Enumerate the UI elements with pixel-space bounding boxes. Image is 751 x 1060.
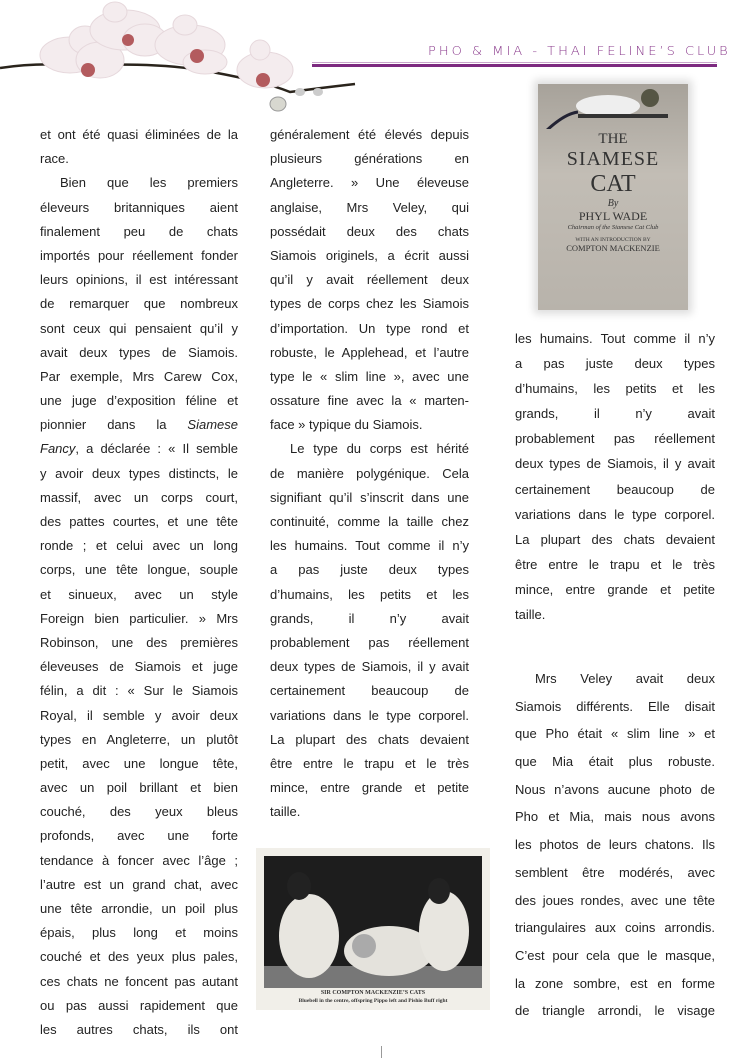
text-line — [515, 351, 715, 376]
text-line — [40, 607, 238, 631]
text-line — [40, 728, 238, 752]
line-text: épais, plus long et moins — [40, 925, 238, 941]
photo-caption-title: SIR COMPTON MACKENZIE’S CATS — [320, 990, 426, 996]
line-text: l’autre est un grand chat, avec — [40, 876, 238, 892]
text-line — [515, 527, 715, 552]
line-text: deux types de Siamois, il y avait — [515, 456, 715, 472]
italic-text: Siamese — [187, 417, 238, 433]
line-text: certainement beaucoup de — [270, 683, 469, 699]
line-text: type le « slim line », avec une — [270, 368, 469, 384]
text-line — [270, 510, 469, 534]
text-line — [515, 803, 715, 831]
line-text: Bien que les premiers — [60, 175, 238, 191]
text-line — [515, 693, 715, 721]
line-text: une juge d’exposition féline et — [40, 393, 238, 409]
line-text: finalement peu de chats — [40, 223, 238, 239]
text-line — [270, 317, 469, 341]
header-rule-light — [312, 62, 717, 63]
text-line — [270, 462, 469, 486]
book-intro: WITH AN INTRODUCTION BY — [575, 237, 651, 243]
line-text: généralement été élevés depuis — [270, 127, 469, 142]
text-line — [40, 534, 238, 558]
line-text: robuste, le Applehead, et l’autre — [270, 344, 469, 360]
line-text: couché et des yeux plus pales, — [40, 949, 238, 965]
text-line — [40, 486, 238, 510]
text-line — [270, 607, 469, 631]
text-line — [270, 292, 469, 316]
text-line — [40, 897, 238, 921]
cats-photo-image — [264, 856, 482, 988]
text-line — [40, 413, 238, 437]
line-text: que Pho était « slim line » et — [515, 726, 715, 742]
header-title: PHO & MIA - THAI FELINE’S CLUB — [428, 44, 731, 59]
text-line — [40, 123, 238, 147]
line-text: pionnier dans la — [40, 417, 188, 433]
book-intro-author: COMPTON MACKENZIE — [566, 243, 660, 253]
text-line — [515, 914, 715, 942]
text-line — [515, 326, 715, 351]
line-text: probablement pas réellement — [515, 431, 715, 447]
italic-text: Fancy — [40, 441, 76, 457]
line-text: mince, entre grande et petite — [270, 780, 469, 796]
line-text: continuité, comme la taille chez — [270, 514, 469, 529]
text-line — [40, 244, 238, 268]
line-text: tendance à foncer avec l’âge ; — [40, 852, 238, 868]
text-column-3-paragraph-2 — [515, 665, 715, 1025]
text-line — [40, 873, 238, 897]
line-text: Mrs Veley avait deux — [535, 671, 715, 686]
page-marker — [381, 1046, 382, 1058]
line-text: et sinueux, avec un style — [40, 586, 238, 602]
text-line — [40, 462, 238, 486]
line-text: types en Angleterre, un plutôt — [40, 731, 238, 747]
text-column-1 — [40, 123, 238, 1042]
text-line — [40, 558, 238, 582]
header-rule — [312, 64, 717, 67]
line-text: a pas juste deux types — [270, 562, 469, 578]
line-text: grands, il n’y avait — [515, 406, 715, 422]
line-text: massif, avec un corps court, — [40, 489, 238, 505]
text-line — [270, 268, 469, 292]
line-text: possédait deux des chats — [270, 223, 469, 239]
line-text: anglaise, Mrs Veley, qui — [270, 199, 469, 215]
line-text: de manière polygénique. Cela — [270, 465, 469, 481]
line-text: taille. — [270, 804, 301, 820]
line-text: Foreign bien particulier. » Mrs — [40, 610, 238, 626]
line-text: La plupart des chats devaient — [515, 531, 715, 547]
line-text: taille. — [515, 607, 546, 623]
text-line — [515, 776, 715, 804]
text-line — [270, 558, 469, 582]
line-text: certainement beaucoup de — [515, 481, 715, 497]
line-text: y avoir deux types distincts, le — [40, 465, 238, 481]
line-text: La plupart des chats devaient — [270, 731, 469, 747]
line-text: les photos de leurs chatons. Ils — [515, 837, 715, 853]
line-text: Pho et Mia, mais nous avons — [515, 809, 715, 825]
line-text: une tête arrondie, un poil plus — [40, 901, 238, 916]
book-title-line1: THE — [598, 131, 628, 147]
line-text: Siamois originels, a écrit aussi — [270, 247, 469, 263]
line-text: Par exemple, Mrs Carew Cox, — [40, 368, 238, 384]
line-text: types de corps chez les Siamois — [270, 296, 469, 312]
line-text: triangulaires aux coins arrondis. — [515, 920, 715, 936]
line-text: a pas juste deux types — [515, 356, 715, 372]
line-text: les humains. Tout comme il n’y — [515, 331, 715, 346]
line-text: leurs opinions, il est intéressant — [40, 272, 238, 288]
text-line — [515, 602, 715, 627]
line-text: d’humains, les petits et les — [515, 381, 715, 397]
line-text: et ont été quasi éliminées de la — [40, 127, 238, 142]
line-text: face » typique du Siamois. — [270, 417, 423, 433]
line-text: d’importation. Un type rond et — [270, 320, 469, 336]
line-text: les autres chats, ils ont — [40, 1021, 238, 1037]
book-title-line2: SIAMESE — [566, 148, 660, 170]
text-line — [40, 994, 238, 1018]
text-line — [270, 704, 469, 728]
line-text: des pattes courtes, et une tête — [40, 514, 238, 529]
line-text: ronde ; et celui avec un long — [40, 538, 238, 554]
line-text: deux types de Siamois, il y avait — [270, 659, 469, 675]
text-column-2 — [270, 123, 469, 824]
line-text: couché, des yeux bleus — [40, 804, 238, 820]
text-line — [515, 859, 715, 887]
text-line — [515, 831, 715, 859]
text-line — [40, 970, 238, 994]
text-line — [40, 268, 238, 292]
text-line — [40, 341, 238, 365]
line-text: semblent être modérés, avec — [515, 864, 715, 880]
line-text: Robinson, une des premières — [40, 634, 238, 650]
text-line — [40, 921, 238, 945]
line-text: Le type du corps est hérité — [290, 441, 469, 457]
text-line — [515, 401, 715, 426]
text-line — [270, 728, 469, 752]
text-line — [40, 365, 238, 389]
text-line — [515, 748, 715, 776]
text-line — [515, 426, 715, 451]
line-text: être entre le trapu et le très — [515, 556, 715, 572]
text-line — [515, 970, 715, 998]
line-text: ou pas aussi rapidement que — [40, 997, 238, 1013]
text-line — [515, 477, 715, 502]
line-text: des joues rondes, avec une tête — [515, 892, 715, 908]
text-line — [40, 583, 238, 607]
line-text: plusieurs générations en — [270, 151, 469, 167]
text-line — [270, 147, 469, 171]
line-text: la zone sombre, est en forme — [515, 975, 715, 991]
text-line — [40, 800, 238, 824]
book-author: PHYL WADE — [578, 209, 648, 223]
line-text: C’est pour cela que le masque, — [515, 947, 715, 963]
line-text: de triangle arrondi, le visage — [515, 1003, 715, 1019]
text-line — [40, 679, 238, 703]
text-line — [40, 945, 238, 969]
text-line — [40, 147, 238, 171]
text-line — [40, 292, 238, 316]
line-text: avec un poil brillant et bien — [40, 780, 238, 796]
text-column-3-paragraph-1 — [515, 326, 715, 627]
text-line — [40, 704, 238, 728]
line-text: signifiant qu’il s’inscrit dans une — [270, 489, 469, 505]
line-text: , a déclarée : « Il semble — [75, 441, 238, 457]
text-line — [270, 583, 469, 607]
text-line — [40, 849, 238, 873]
text-line — [270, 220, 469, 244]
line-text: importés pour réellement fonder — [40, 247, 238, 263]
photo-caption-text: Bluebell in the centre, offspring Pippo left and Pishio Buff right — [298, 998, 448, 1004]
text-line — [270, 365, 469, 389]
text-line — [40, 631, 238, 655]
text-line — [515, 997, 715, 1025]
line-text: les humains. Tout comme il n’y — [270, 538, 469, 554]
book-title-line3: CAT — [590, 171, 636, 197]
line-text: Royal, il semble y avoir deux — [40, 707, 238, 723]
text-line — [40, 655, 238, 679]
line-text: ossature fine avec la « marten- — [270, 393, 469, 409]
line-text: ces chats ne foncent pas autant — [40, 973, 238, 989]
text-line — [270, 655, 469, 679]
text-line — [270, 800, 469, 824]
line-text: avait deux types de Siamois. — [40, 344, 238, 360]
line-text: Angleterre. » Une éleveuse — [270, 175, 469, 191]
text-line — [270, 123, 469, 147]
text-line — [515, 502, 715, 527]
line-text: variations dans le type corporel. — [515, 506, 715, 522]
cat-illustration — [538, 84, 688, 129]
text-line — [270, 776, 469, 800]
line-text: de remarquer que nombreux — [40, 296, 238, 312]
line-text: mince, entre grande et petite — [515, 581, 715, 597]
text-line — [40, 776, 238, 800]
text-line — [40, 752, 238, 776]
text-line — [270, 679, 469, 703]
text-line — [515, 376, 715, 401]
line-text: Nous n’avons aucune photo de — [515, 781, 715, 797]
text-line — [515, 552, 715, 577]
text-line — [40, 317, 238, 341]
text-line — [515, 577, 715, 602]
book-cover-image — [538, 84, 688, 310]
text-line — [270, 389, 469, 413]
text-line — [270, 631, 469, 655]
line-text: profonds, avec une forte — [40, 828, 238, 844]
orchid-branch-decoration — [0, 0, 360, 115]
text-line — [270, 196, 469, 220]
line-text: que Mia était plus robuste. — [515, 754, 715, 770]
line-text: être entre le trapu et le très — [270, 755, 469, 771]
line-text: probablement pas réellement — [270, 634, 469, 650]
text-line — [40, 389, 238, 413]
line-text: éleveuses de Siamois et juge — [40, 659, 238, 675]
book-author-role: Chairman of the Siamese Cat Club — [567, 224, 659, 231]
line-text: d’humains, les petits et les — [270, 586, 469, 602]
text-line — [515, 451, 715, 476]
line-text: variations dans le type corporel. — [270, 707, 469, 723]
line-text: félin, a dit : « Sur le Siamois — [40, 683, 238, 699]
text-line — [270, 244, 469, 268]
text-line — [40, 510, 238, 534]
text-line — [40, 196, 238, 220]
text-line — [270, 534, 469, 558]
text-line — [515, 665, 715, 693]
line-text: race. — [40, 151, 69, 167]
line-text: éleveurs britanniques aient — [40, 199, 238, 215]
line-text: Siamois différents. Elle disait — [515, 698, 715, 714]
line-text: grands, il n’y avait — [270, 610, 469, 626]
line-text: qu’il y avait réellement deux — [270, 272, 469, 288]
text-line — [270, 413, 469, 437]
text-line — [515, 887, 715, 915]
line-text: petit, avec une longue tête, — [40, 755, 238, 771]
text-line — [515, 942, 715, 970]
cats-photo — [256, 848, 490, 1010]
text-line — [515, 720, 715, 748]
text-line — [40, 824, 238, 848]
text-line — [40, 1018, 238, 1042]
book-by: By — [607, 198, 619, 209]
text-line — [270, 752, 469, 776]
text-line — [270, 171, 469, 195]
text-line — [40, 220, 238, 244]
line-text: sont ceux qui pensaient qu’il y — [40, 320, 238, 336]
text-line — [270, 486, 469, 510]
text-line — [40, 171, 238, 195]
text-line — [270, 437, 469, 461]
text-line — [270, 341, 469, 365]
text-line — [40, 437, 238, 461]
line-text: corps, une tête longue, souple — [40, 562, 238, 578]
